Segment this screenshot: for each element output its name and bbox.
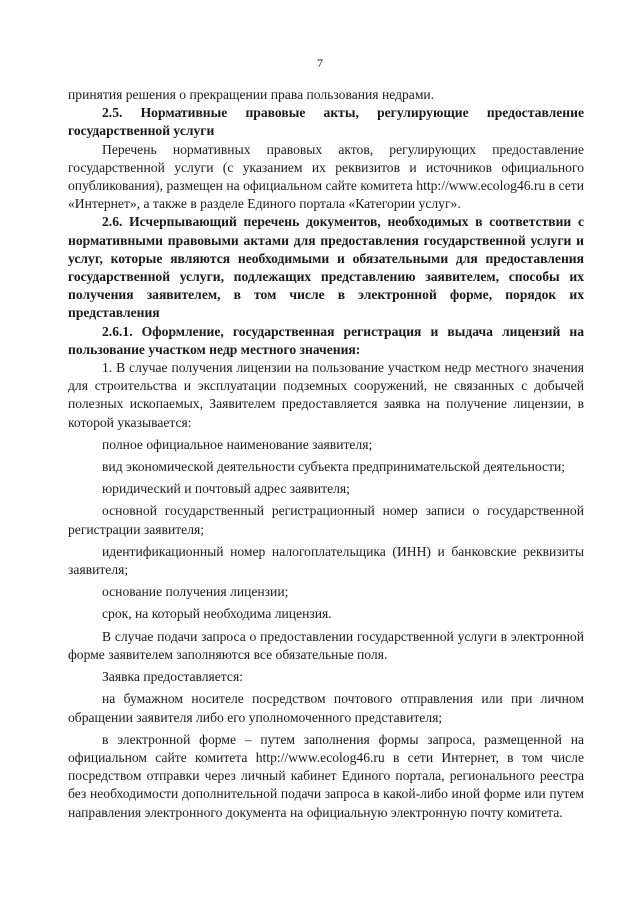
- list-item-paper-form: на бумажном носителе посредством почтового отправления или при личном обращении заявителя либо его уполномоченного представителя;: [68, 691, 584, 725]
- section-heading-2-5: 2.5. Нормативные правовые акты, регулирующие предоставление государственной услуги: [68, 105, 584, 139]
- page-number: 7: [317, 56, 323, 70]
- section-heading-2-6: 2.6. Исчерпывающий перечень документов, необходимых в соответствии с нормативными правовыми актами для предоставления государственной услуги и услуг, которые являются необходимыми и обязательными для предоставления государственной услуги, подлежащих представлению заявителем, способы их получения заявителем, в том числе в электронной форме, порядок их представления: [68, 214, 584, 321]
- list-item-address: юридический и почтовый адрес заявителя;: [102, 481, 350, 497]
- paragraph-normative-acts: Перечень нормативных правовых актов, регулирующих предоставление государственной услуги (с указанием их реквизитов и источников официального опубликования), размещен на официальном сайте комитета http://www.ecolog46.ru в сети «Интернет», а также в разделе Единого портала «Категории услуг».: [68, 141, 584, 212]
- list-item-full-name: полное официальное наименование заявителя;: [102, 436, 373, 452]
- paragraph-continuation: принятия решения о прекращении права пользования недрами.: [68, 87, 435, 102]
- paragraph-application-submitted: Заявка предоставляется:: [102, 669, 243, 685]
- list-item-activity-type: вид экономической деятельности субъекта предпринимательской деятельности;: [102, 459, 566, 475]
- paragraph-electronic-request: В случае подачи запроса о предоставлении государственной услуги в электронной форме заявителем заполняются все обязательные поля.: [68, 628, 584, 662]
- list-item-license-term: срок, на который необходима лицензия.: [102, 606, 332, 622]
- list-item-registration-number: основной государственный регистрационный номер записи о государственной регистрации заявителя;: [68, 503, 584, 537]
- list-item-license-basis: основание получения лицензии;: [102, 584, 289, 600]
- paragraph-license-application: 1. В случае получения лицензии на пользование участком недр местного значения для строительства и эксплуатации подземных сооружений, не связанных с добычей полезных ископаемых, Заявителем предоставляется заявка на получение лицензии, в которой указывается:: [68, 360, 584, 430]
- document-body: [68, 86, 584, 822]
- section-heading-2-6-1: 2.6.1. Оформление, государственная регистрация и выдача лицензий на пользование участком недр местного значения:: [68, 323, 584, 357]
- list-item-inn: идентификационный номер налогоплательщика (ИНН) и банковские реквизиты заявителя;: [68, 543, 584, 578]
- list-item-electronic-form: в электронной форме – путем заполнения формы запроса, размещенной на официальном сайте комитета http://www.ecolog46.ru в сети Интернет, в том числе посредством отправки через личный кабинет Единого портала, регионального реестра без необходимости дополнительной подачи запроса в какой-либо иной форме или путем направления электронного документа на официальную электронную почту комитета.: [68, 731, 584, 820]
